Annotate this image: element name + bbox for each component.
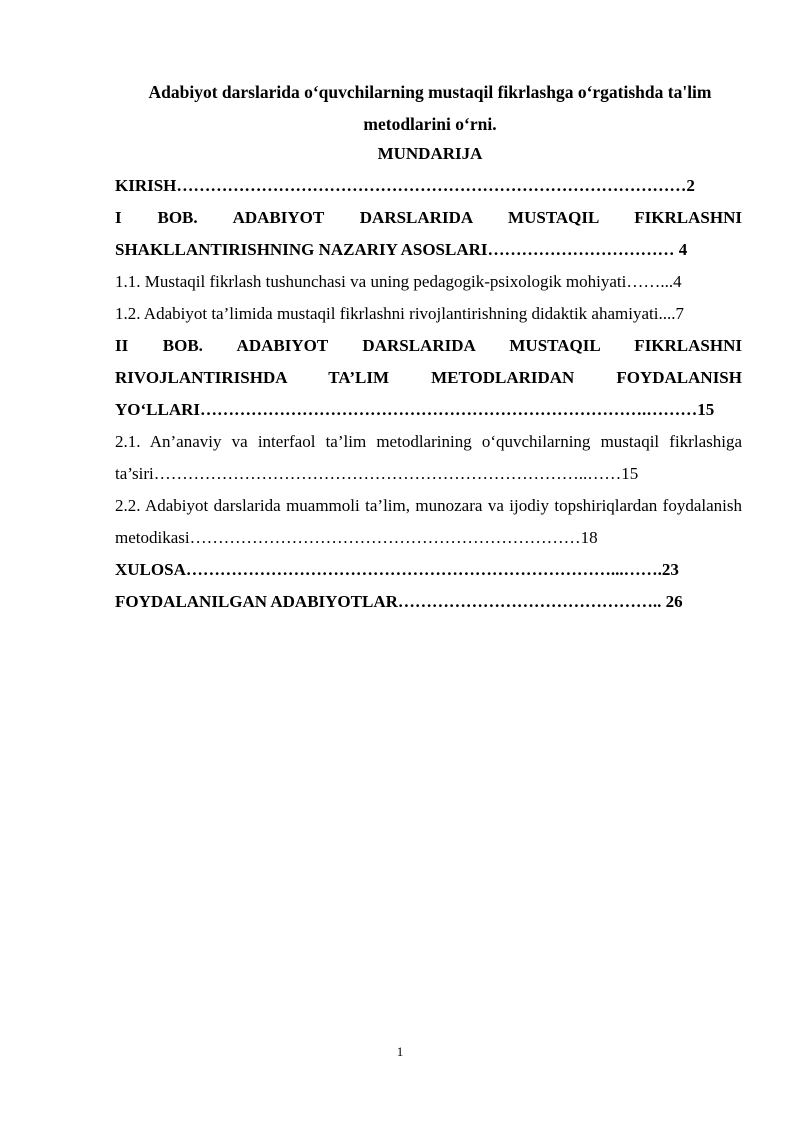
toc-heading: MUNDARIJA [377, 144, 483, 163]
toc-entry-bibliography: FOYDALANILGAN ADABIYOTLAR……………………………………….. 26 [115, 592, 683, 611]
toc-entry-section-2-1: 2.1. An’anaviy va interfaol ta’lim metodlarining o‘quvchilarning mustaqil fikrlashiga ta’siri…………………………………………………………………..……15 [115, 432, 742, 483]
toc-entry-chapter-2: II BOB. ADABIYOT DARSLARIDA MUSTAQIL FIKRLASHNI RIVOJLANTIRISHDA TA’LIM METODLARIDAN FOYDALANISH YO‘LLARI…………………………………………………………………….………15 [115, 336, 742, 419]
toc-entry-kirish: KIRISH………………………………………………………………………………2 [115, 176, 695, 195]
toc-entry-section-1-1: 1.1. Mustaqil fikrlash tushunchasi va uning pedagogik-psixologik mohiyati……...4 [115, 272, 682, 291]
page-number: 1 [396, 1044, 404, 1059]
page-title: Adabiyot darslarida o‘quvchilarning mustaqil fikrlashga o‘rgatishda ta'lim metodlarini o‘rni. [148, 82, 712, 134]
table-of-contents [115, 170, 742, 618]
toc-entry-xulosa: XULOSA…………………………………………………………………...…….23 [115, 560, 679, 579]
toc-entry-section-2-2: 2.2. Adabiyot darslarida muammoli ta’lim, munozara va ijodiy topshiriqlardan foydalanish metodikasi……………………………………………………………18 [115, 496, 742, 547]
toc-entry-section-1-2: 1.2. Adabiyot ta’limida mustaqil fikrlashni rivojlantirishning didaktik ahamiyati....7 [115, 304, 684, 323]
toc-entry-chapter-1: I BOB. ADABIYOT DARSLARIDA MUSTAQIL FIKRLASHNI SHAKLLANTIRISHNING NAZARIY ASOSLARI…………………………… 4 [115, 208, 742, 259]
